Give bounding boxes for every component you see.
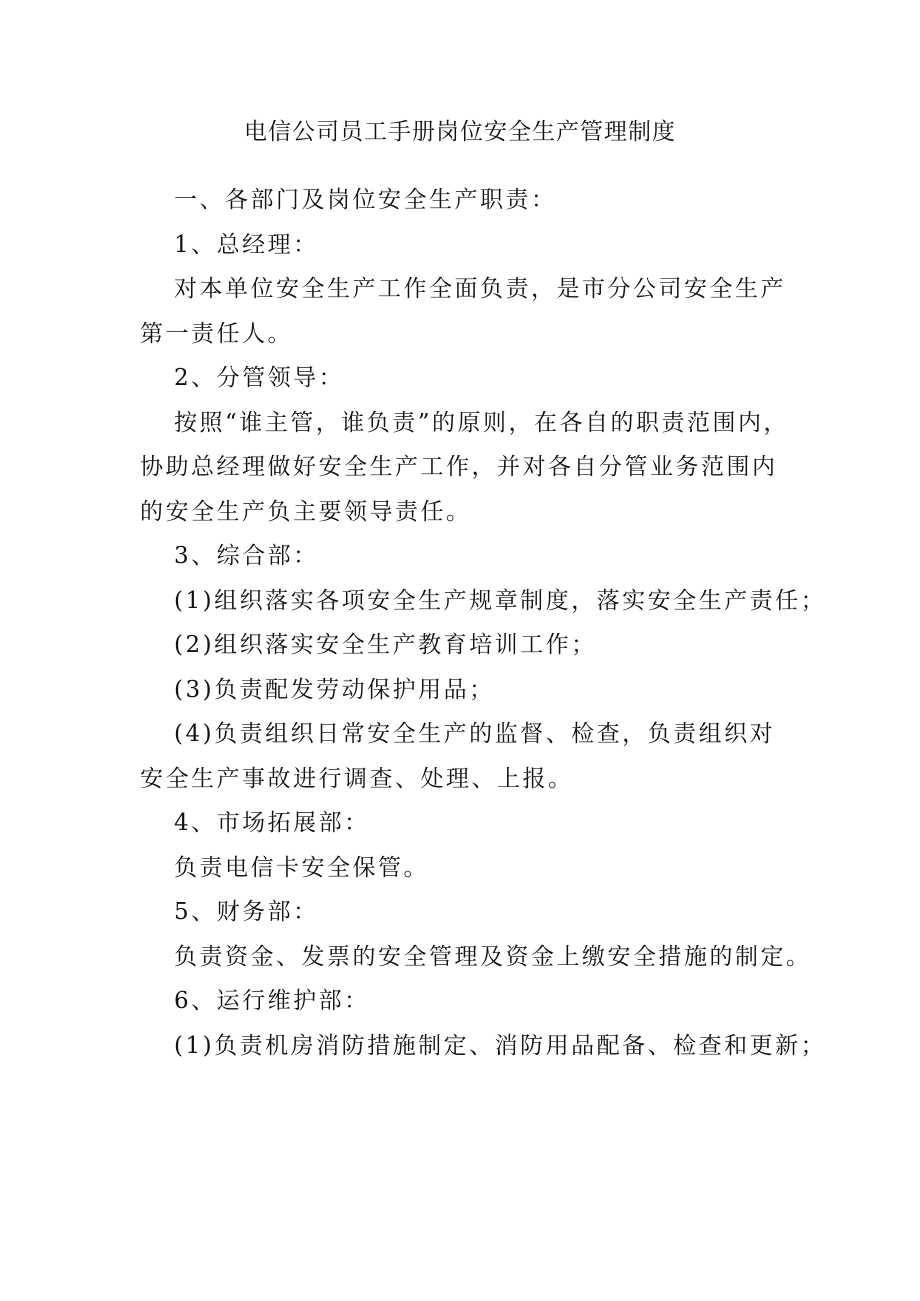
paragraph-general-manager: 对本单位安全生产工作全面负责，是市分公司安全生产第一责任人。 bbox=[140, 276, 786, 347]
item-heading-finance-dept: 5、财务部： bbox=[174, 899, 319, 925]
paragraph-deputy-leader: 按照“谁主管，谁负责”的原则，在各自的职责范围内，协助总经理做好安全生产工作，并对各自分管业务范围内的安全生产负主要领导责任。 bbox=[140, 409, 790, 525]
paragraph-finance-dept: 负责资金、发票的安全管理及资金上缴安全措施的制定。 bbox=[174, 943, 812, 970]
document-body bbox=[140, 178, 827, 1068]
document-title: 电信公司员工手册岗位安全生产管理制度 bbox=[244, 119, 676, 145]
item-heading-operations-dept: 6、运行维护部： bbox=[174, 988, 370, 1014]
list-item: (3)负责配发劳动保护用品； bbox=[174, 676, 495, 703]
list-item: (2)组织落实安全生产教育培训工作； bbox=[174, 632, 597, 658]
paragraph-market-dept: 负责电信卡安全保管。 bbox=[174, 854, 429, 881]
item-heading-deputy-leader: 2、分管领导： bbox=[174, 365, 345, 391]
list-item: (1)组织落实各项安全生产规章制度，落实安全生产责任； bbox=[174, 587, 827, 614]
list-item: (1)负责机房消防措施制定、消防用品配备、检查和更新； bbox=[174, 1032, 827, 1059]
section-heading: 一、各部门及岗位安全生产职责： bbox=[174, 187, 557, 213]
list-item: (4)负责组织日常安全生产的监督、检查，负责组织对安全生产事故进行调查、处理、上报。 bbox=[140, 721, 776, 792]
item-heading-general-dept: 3、综合部： bbox=[174, 543, 319, 569]
item-heading-market-dept: 4、市场拓展部： bbox=[174, 810, 370, 836]
item-heading-general-manager: 1、总经理： bbox=[174, 231, 319, 258]
